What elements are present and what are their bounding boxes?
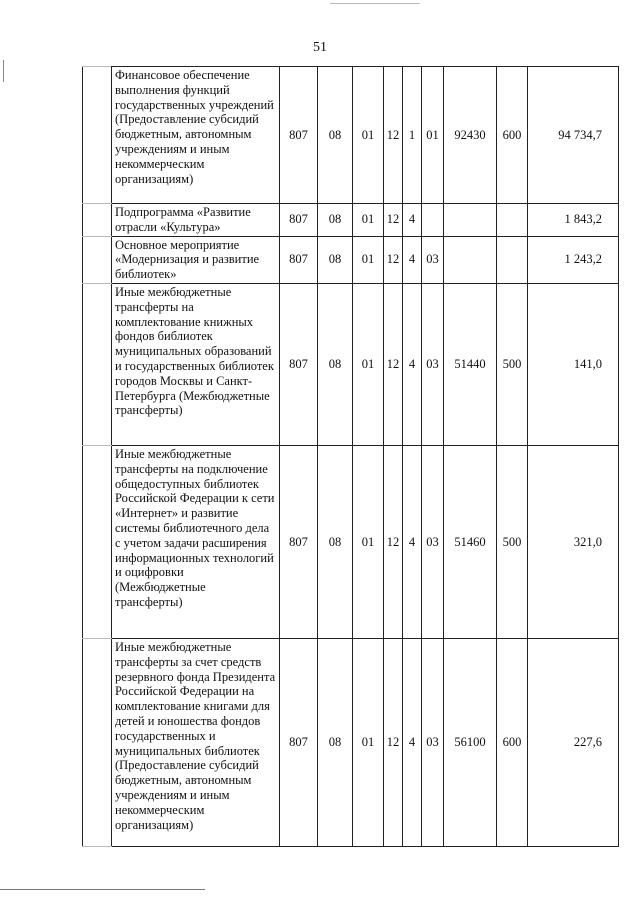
- sum-cell: 321,0: [528, 445, 619, 638]
- expense-type-cell: 500: [497, 445, 528, 638]
- blank-cell: [83, 204, 112, 237]
- razdel-cell: 08: [318, 67, 353, 204]
- sum-cell: 141,0: [528, 283, 619, 445]
- vedomstvo-cell: 807: [280, 204, 318, 237]
- razdel-cell: 08: [318, 638, 353, 846]
- blank-cell: [83, 236, 112, 283]
- subprogram-cell: 4: [403, 445, 422, 638]
- blank-cell: [83, 67, 112, 204]
- sum-cell: 1 843,2: [528, 204, 619, 237]
- blank-cell: [83, 638, 112, 846]
- event-cell: [422, 204, 444, 237]
- subprogram-cell: 4: [403, 638, 422, 846]
- direction-cell: 51460: [444, 445, 497, 638]
- scan-margin-mark: [3, 60, 4, 82]
- vedomstvo-cell: 807: [280, 445, 318, 638]
- razdel-cell: 08: [318, 204, 353, 237]
- row-name: Иные межбюджетные трансферты за счет средств резервного фонда Президента Российской Федерации на комплектование книгами для детей и юношества фондов государственных и муниципальных библиотек (Предоставление субсидий бюджетным, автономным учреждениям и иным некоммерческим организациям): [112, 638, 280, 846]
- razdel-cell: 08: [318, 236, 353, 283]
- razdel-cell: 08: [318, 283, 353, 445]
- row-name: Финансовое обеспечение выполнения функций государственных учреждений (Предоставление субсидий бюджетным, автономным учреждениям и иным некоммерческим организациям): [112, 67, 280, 204]
- vedomstvo-cell: 807: [280, 67, 318, 204]
- blank-cell: [83, 445, 112, 638]
- subprogram-cell: 4: [403, 236, 422, 283]
- expense-type-cell: 500: [497, 283, 528, 445]
- event-cell: 03: [422, 283, 444, 445]
- program-cell: 12: [384, 236, 403, 283]
- sum-cell: 1 243,2: [528, 236, 619, 283]
- direction-cell: 51440: [444, 283, 497, 445]
- subprogram-cell: 4: [403, 283, 422, 445]
- expense-type-cell: [497, 204, 528, 237]
- event-cell: 03: [422, 236, 444, 283]
- program-cell: 12: [384, 283, 403, 445]
- subprogram-cell: 4: [403, 204, 422, 237]
- table-row: [83, 638, 619, 846]
- program-cell: 12: [384, 638, 403, 846]
- row-name: Подпрограмма «Развитие отрасли «Культура»: [112, 204, 280, 237]
- event-cell: 03: [422, 445, 444, 638]
- expense-type-cell: 600: [497, 67, 528, 204]
- row-name: Основное мероприятие «Модернизация и развитие библиотек»: [112, 236, 280, 283]
- vedomstvo-cell: 807: [280, 283, 318, 445]
- sum-cell: 94 734,7: [528, 67, 619, 204]
- vedomstvo-cell: 807: [280, 236, 318, 283]
- blank-cell: [83, 283, 112, 445]
- scan-top-rule: [330, 3, 420, 4]
- podrazdel-cell: 01: [353, 283, 384, 445]
- budget-table: [82, 66, 619, 847]
- program-cell: 12: [384, 67, 403, 204]
- row-name: Иные межбюджетные трансферты на комплектование книжных фондов библиотек муниципальных образований и государственных библиотек городов Москвы и Санкт-Петербурга (Межбюджетные трансферты): [112, 283, 280, 445]
- table-row: [83, 67, 619, 204]
- direction-cell: [444, 236, 497, 283]
- vedomstvo-cell: 807: [280, 638, 318, 846]
- direction-cell: 56100: [444, 638, 497, 846]
- podrazdel-cell: 01: [353, 445, 384, 638]
- event-cell: 01: [422, 67, 444, 204]
- expense-type-cell: [497, 236, 528, 283]
- page-number: 51: [313, 40, 327, 55]
- podrazdel-cell: 01: [353, 204, 384, 237]
- podrazdel-cell: 01: [353, 638, 384, 846]
- table-row: [83, 204, 619, 237]
- subprogram-cell: 1: [403, 67, 422, 204]
- event-cell: 03: [422, 638, 444, 846]
- sum-cell: 227,6: [528, 638, 619, 846]
- table-row: [83, 445, 619, 638]
- row-name: Иные межбюджетные трансферты на подключение общедоступных библиотек Российской Федерации к сети «Интернет» и развитие системы библиотечного дела с учетом задачи расширения информационных технологий и оцифровки (Межбюджетные трансферты): [112, 445, 280, 638]
- podrazdel-cell: 01: [353, 67, 384, 204]
- footer-rule: [0, 889, 205, 890]
- table-row: [83, 283, 619, 445]
- expense-type-cell: 600: [497, 638, 528, 846]
- direction-cell: 92430: [444, 67, 497, 204]
- program-cell: 12: [384, 445, 403, 638]
- razdel-cell: 08: [318, 445, 353, 638]
- table-row: [83, 236, 619, 283]
- program-cell: 12: [384, 204, 403, 237]
- direction-cell: [444, 204, 497, 237]
- podrazdel-cell: 01: [353, 236, 384, 283]
